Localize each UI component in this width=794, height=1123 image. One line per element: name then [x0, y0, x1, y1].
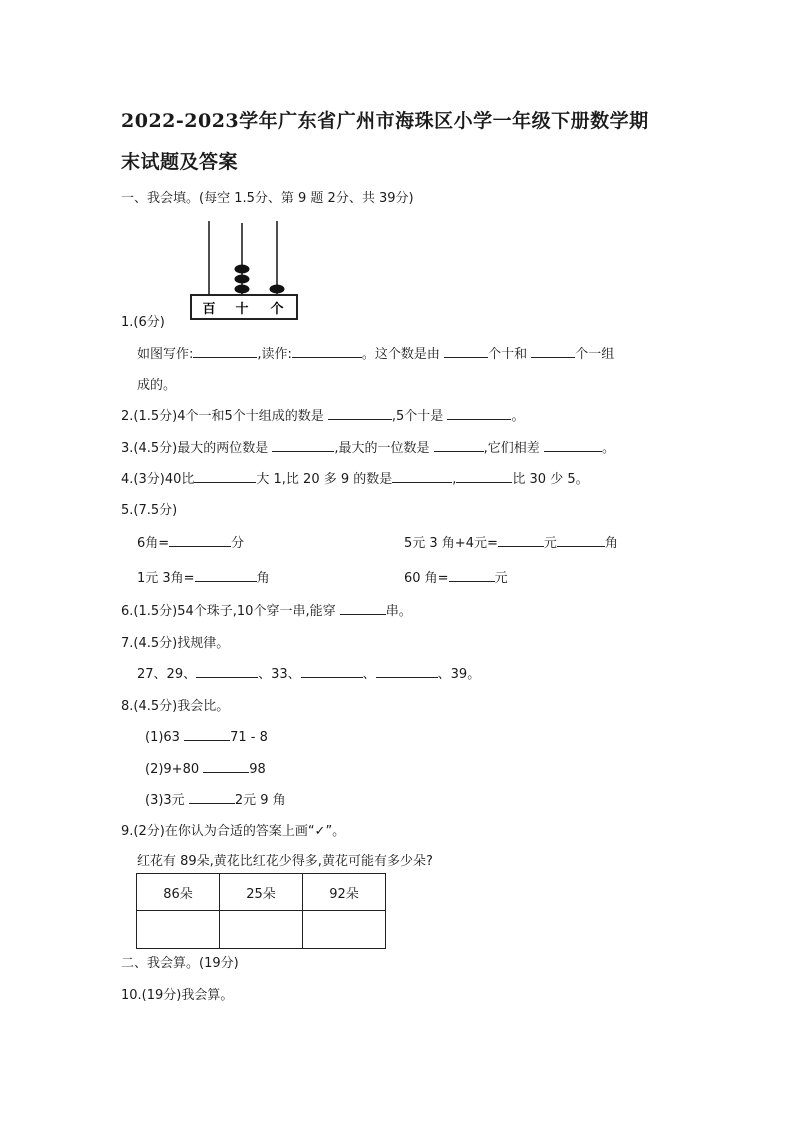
q2-blank-2[interactable]	[447, 405, 511, 420]
q1-blank-ones[interactable]	[531, 343, 575, 358]
q4-text-d: 比 30 少 5。	[512, 472, 589, 487]
q1-text-c: 。这个数是由	[361, 347, 440, 362]
page-title-line2: 末试题及答案	[121, 151, 239, 173]
section-1-heading: 一、我会填。(每空 1.5分、第 9 题 2分、共 39分)	[121, 191, 414, 206]
q5-item-3	[137, 567, 270, 586]
q8-blank-3[interactable]	[189, 789, 235, 804]
q9-options-table	[136, 873, 386, 949]
q2-text-c: 。	[511, 409, 525, 424]
q8-blank-1[interactable]	[184, 726, 230, 741]
q1-blank-tens[interactable]	[444, 343, 488, 358]
abacus-label-hundreds: 百	[202, 302, 216, 317]
q2-line	[121, 405, 524, 424]
q5-text-r2a: 1元 3角=	[137, 571, 195, 586]
q4-text-b: 大 1,比 20 多 9 的数是	[256, 472, 393, 487]
q5-text-r2d: 元	[494, 571, 508, 586]
q8-text-r1a: (1)63	[145, 730, 180, 745]
q5-text-r1a: 6角=	[137, 536, 170, 551]
q3-text-d: 。	[601, 441, 615, 456]
q3-blank-3[interactable]	[544, 437, 602, 452]
q7-line	[137, 663, 480, 682]
q1-line-2: 成的。	[137, 378, 177, 393]
q5-text-r1e: 角	[604, 536, 618, 551]
q1-blank-read[interactable]	[292, 343, 362, 358]
q5-heading: 5.(7.5分)	[121, 503, 178, 518]
q4-blank-1[interactable]	[194, 468, 256, 483]
abacus-bead	[235, 265, 250, 274]
q4-line	[121, 468, 589, 487]
q9-answer-cell-1[interactable]	[137, 911, 220, 949]
q9-option-1: 86朵	[137, 874, 220, 911]
page-title-line1: 2022-2023学年广东省广州市海珠区小学一年级下册数学期	[121, 110, 649, 132]
q7-text-a: 27、29、	[137, 667, 197, 682]
q8-item-1	[145, 726, 268, 745]
q9-answer-cell-2[interactable]	[220, 911, 303, 949]
q4-blank-2[interactable]	[392, 468, 452, 483]
q5-text-r1b: 分	[231, 536, 245, 551]
q9-option-3: 92朵	[303, 874, 386, 911]
q3-blank-1[interactable]	[272, 437, 334, 452]
q6-blank[interactable]	[340, 600, 386, 615]
q4-blank-3[interactable]	[456, 468, 512, 483]
q1-heading: 1.(6分)	[121, 315, 165, 330]
q1-text-d: 个十和	[488, 347, 528, 362]
q7-heading: 7.(4.5分)找规律。	[121, 636, 230, 651]
q8-text-r2a: (2)9+80	[145, 762, 200, 777]
q7-text-b: 、33、	[258, 667, 301, 682]
q4-text-a: 4.(3分)40比	[121, 472, 195, 487]
q5-item-4	[404, 567, 508, 586]
q8-item-3	[145, 789, 286, 808]
q5-item-2	[404, 532, 618, 551]
q9-question: 红花有 89朵,黄花比红花少得多,黄花可能有多少朵?	[137, 854, 433, 869]
q3-text-b: ,最大的一位数是	[334, 441, 430, 456]
q8-blank-2[interactable]	[203, 758, 249, 773]
q5-blank-1[interactable]	[169, 532, 231, 547]
abacus-label-tens: 十	[235, 302, 249, 317]
abacus-bead	[235, 275, 250, 284]
q3-text-a: 3.(4.5分)最大的两位数是	[121, 441, 269, 456]
abacus-label-ones: 个	[270, 302, 284, 317]
q7-text-d: 、39。	[437, 667, 481, 682]
q6-text-a: 6.(1.5分)54个珠子,10个穿一串,能穿	[121, 604, 336, 619]
q5-text-r1c: 5元 3 角+4元=	[404, 536, 498, 551]
q3-blank-2[interactable]	[434, 437, 484, 452]
abacus-figure	[188, 219, 300, 323]
q5-blank-5[interactable]	[449, 567, 495, 582]
q4-text-c: ,	[452, 472, 457, 487]
q1-line	[137, 343, 614, 362]
table-row-answers	[137, 911, 386, 949]
q9-answer-cell-3[interactable]	[303, 911, 386, 949]
q3-line	[121, 437, 615, 456]
q5-blank-2[interactable]	[498, 532, 544, 547]
q2-blank-1[interactable]	[328, 405, 392, 420]
q9-heading: 9.(2分)在你认为合适的答案上画“✓”。	[121, 824, 346, 839]
q5-text-r2c: 60 角=	[404, 571, 449, 586]
q7-text-c: 、	[362, 667, 376, 682]
q7-blank-1[interactable]	[196, 663, 258, 678]
q1-blank-write[interactable]	[193, 343, 257, 358]
q1-text-e: 个一组	[575, 347, 615, 362]
q6-line	[121, 600, 412, 619]
q3-text-c: ,它们相差	[483, 441, 540, 456]
q7-blank-3[interactable]	[376, 663, 438, 678]
q2-text-a: 2.(1.5分)4个一和5个十组成的数是	[121, 409, 324, 424]
q5-text-r1d: 元	[543, 536, 557, 551]
q5-blank-3[interactable]	[557, 532, 605, 547]
q1-text-a: 如图写作:	[137, 347, 194, 362]
q5-text-r2b: 角	[256, 571, 270, 586]
q6-text-b: 串。	[385, 604, 412, 619]
q2-text-b: ,5个十是	[391, 409, 444, 424]
abacus-bead	[270, 285, 285, 294]
q7-blank-2[interactable]	[301, 663, 363, 678]
q8-text-r1b: 71 - 8	[230, 730, 268, 745]
abacus-bead	[235, 285, 250, 294]
q9-option-2: 25朵	[220, 874, 303, 911]
q5-blank-4[interactable]	[195, 567, 257, 582]
q10-heading: 10.(19分)我会算。	[121, 988, 234, 1003]
q8-item-2	[145, 758, 266, 777]
section-2-heading: 二、我会算。(19分)	[121, 956, 239, 971]
table-row-options	[137, 874, 386, 911]
q8-heading: 8.(4.5分)我会比。	[121, 699, 230, 714]
q8-text-r2b: 98	[249, 762, 266, 777]
q8-text-r3b: 2元 9 角	[234, 793, 286, 808]
q8-text-r3a: (3)3元	[145, 793, 185, 808]
q1-text-b: ,读作:	[257, 347, 292, 362]
q5-item-1	[137, 532, 244, 551]
